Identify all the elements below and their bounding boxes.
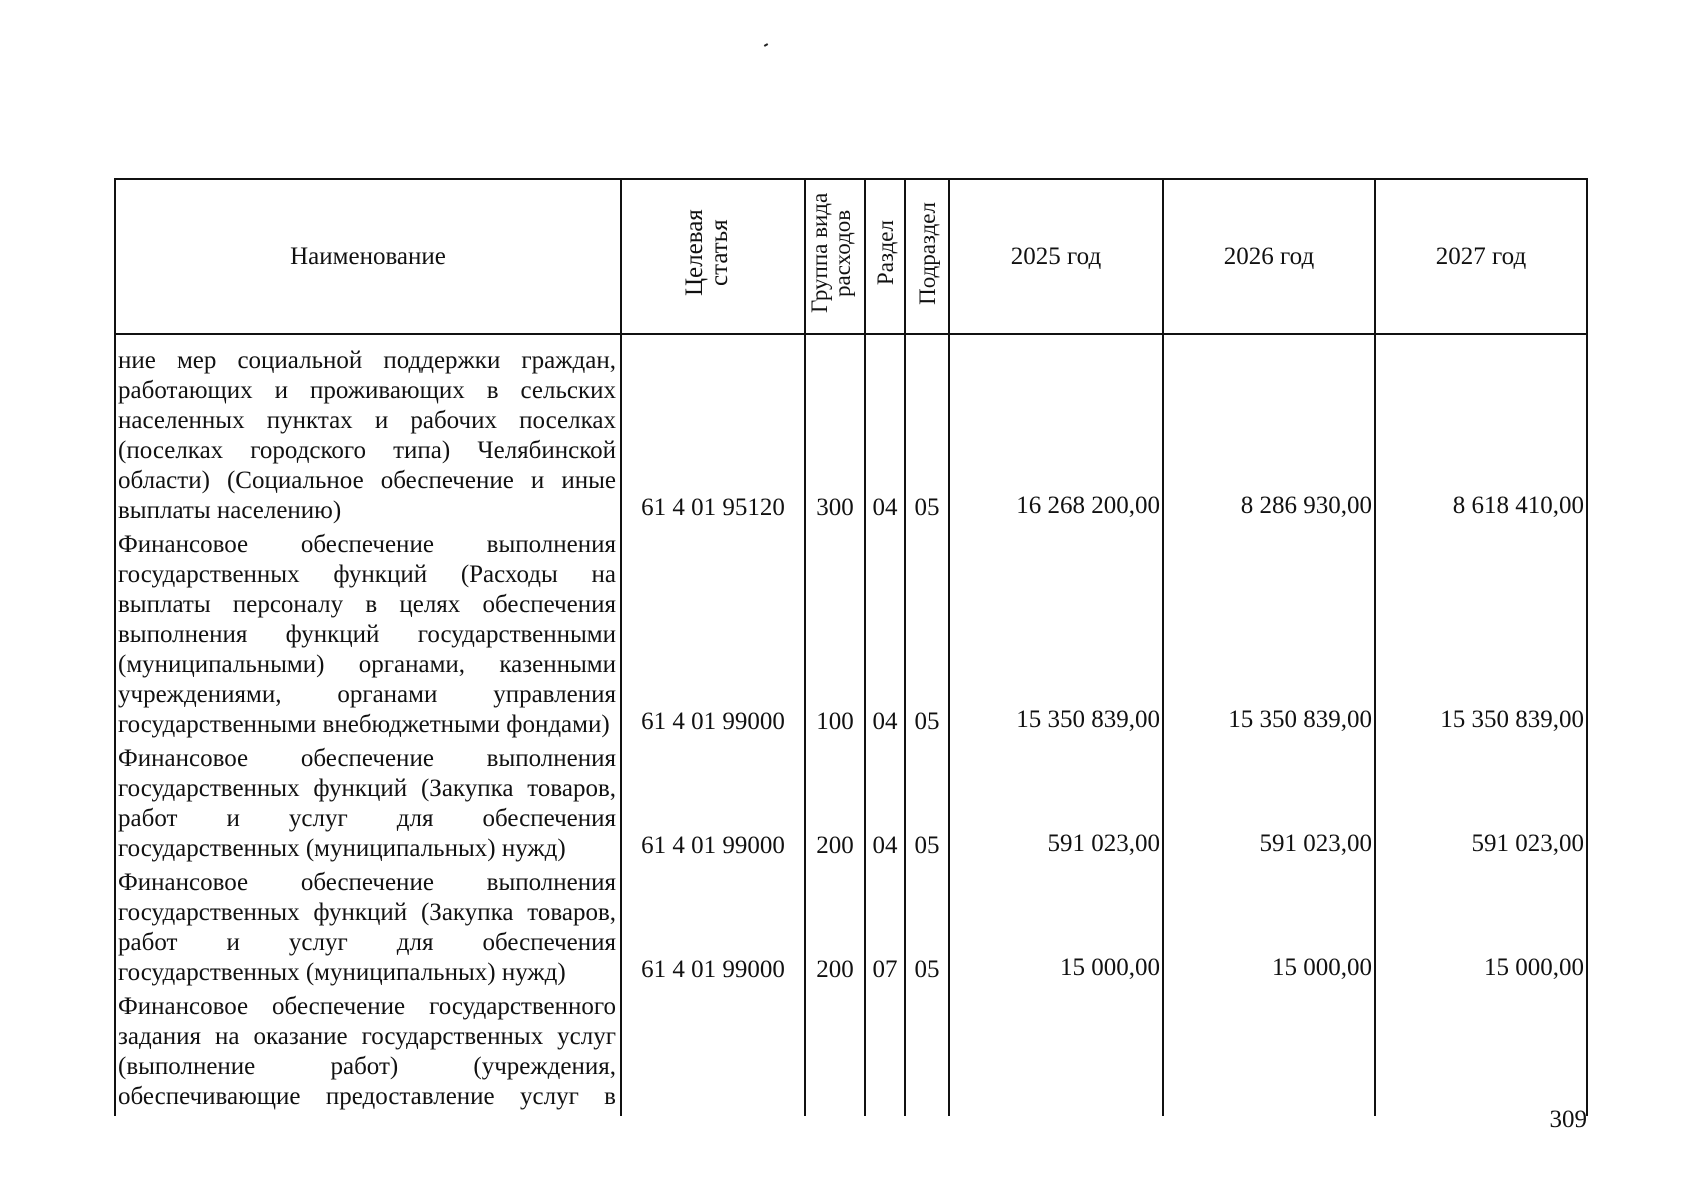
row-section <box>865 988 905 1116</box>
row-2026 <box>1163 988 1375 1116</box>
row-2025: 15 350 839,00 <box>949 526 1163 740</box>
budget-table <box>114 178 1588 1116</box>
table-row <box>115 988 1587 1116</box>
header-section <box>865 179 905 334</box>
row-subsection: 05 <box>905 740 949 864</box>
header-2026 <box>1163 179 1375 334</box>
header-2025 <box>949 179 1163 334</box>
header-2025-label: 2025 год <box>1010 242 1102 270</box>
row-2027 <box>1375 988 1587 1116</box>
row-expense-group: 200 <box>805 740 865 864</box>
row-expense-group: 200 <box>805 864 865 988</box>
row-2027: 8 618 410,00 <box>1375 334 1587 526</box>
table-row <box>115 526 1587 740</box>
row-expense-group <box>805 988 865 1116</box>
row-subsection: 05 <box>905 334 949 526</box>
row-2027: 591 023,00 <box>1375 740 1587 864</box>
row-target-article: 61 4 01 99000 <box>621 526 805 740</box>
table-row <box>115 334 1587 526</box>
row-subsection: 05 <box>905 864 949 988</box>
header-name <box>115 179 621 334</box>
row-2025: 591 023,00 <box>949 740 1163 864</box>
table-row <box>115 864 1587 988</box>
row-name: Финансовое обеспечение выполнения государственных функций (Закупка товаров, работ и услуг для обеспечения государственных (муниципальных) нужд) <box>115 740 621 864</box>
row-2026: 15 350 839,00 <box>1163 526 1375 740</box>
row-2025 <box>949 988 1163 1116</box>
scan-mark <box>764 43 768 47</box>
header-target-article-label: Целевая статья <box>681 209 733 297</box>
row-target-article: 61 4 01 99000 <box>621 740 805 864</box>
row-section: 04 <box>865 334 905 526</box>
header-2027 <box>1375 179 1587 334</box>
page-number: 309 <box>1549 1106 1587 1133</box>
budget-table-container <box>114 178 1586 1110</box>
row-2026: 8 286 930,00 <box>1163 334 1375 526</box>
header-expense-group-label: Группа вида расходов <box>807 192 855 314</box>
row-section: 07 <box>865 864 905 988</box>
table-row <box>115 740 1587 864</box>
row-2027: 15 000,00 <box>1375 864 1587 988</box>
header-expense-group <box>805 179 865 334</box>
row-2025: 15 000,00 <box>949 864 1163 988</box>
table-header <box>115 179 1587 334</box>
header-2027-label: 2027 год <box>1435 242 1527 270</box>
row-name: Финансовое обеспечение государственного задания на оказание государственных услуг (выполнение работ) (учреждения, обеспечивающие предоставление услуг в <box>115 988 621 1116</box>
row-expense-group: 100 <box>805 526 865 740</box>
row-section: 04 <box>865 740 905 864</box>
header-subsection-label: Подраздел <box>914 201 940 305</box>
row-2026: 591 023,00 <box>1163 740 1375 864</box>
header-2026-label: 2026 год <box>1223 242 1315 270</box>
row-expense-group: 300 <box>805 334 865 526</box>
header-target-article <box>621 179 805 334</box>
header-subsection <box>905 179 949 334</box>
row-2026: 15 000,00 <box>1163 864 1375 988</box>
row-2025: 16 268 200,00 <box>949 334 1163 526</box>
row-subsection: 05 <box>905 526 949 740</box>
row-name: ние мер социальной поддержки граждан, работающих и проживающих в сельских населенных пунктах и рабочих поселках (поселках городского типа) Челябинской области) (Социальное обеспечение и иные выплаты населению) <box>115 334 621 526</box>
row-section: 04 <box>865 526 905 740</box>
row-target-article: 61 4 01 95120 <box>621 334 805 526</box>
header-section-label: Раздел <box>872 220 898 286</box>
row-name: Финансовое обеспечение выполнения государственных функций (Расходы на выплаты персоналу в целях обеспечения выполнения функций государственными (муниципальными) органами, казенными учреждениями, органами управления государственными внебюджетными фондами) <box>115 526 621 740</box>
row-target-article <box>621 988 805 1116</box>
row-name: Финансовое обеспечение выполнения государственных функций (Закупка товаров, работ и услуг для обеспечения государственных (муниципальных) нужд) <box>115 864 621 988</box>
row-subsection <box>905 988 949 1116</box>
row-2027: 15 350 839,00 <box>1375 526 1587 740</box>
table-body <box>115 334 1587 1116</box>
row-target-article: 61 4 01 99000 <box>621 864 805 988</box>
header-name-label: Наименование <box>290 242 446 270</box>
